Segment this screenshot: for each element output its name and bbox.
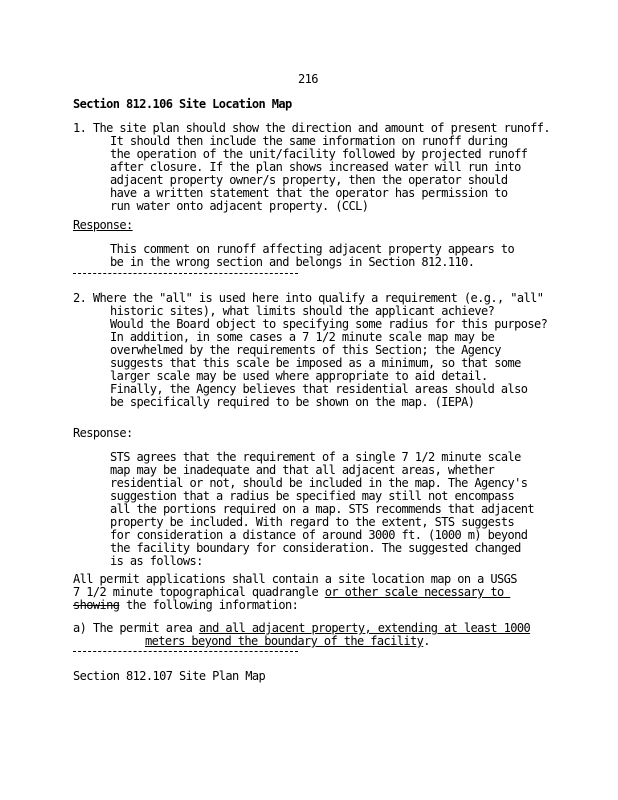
comment-2-line: In addition, in some cases a 7 1/2 minute scale map may be bbox=[110, 330, 495, 344]
proposed-text-plain: the following information: bbox=[119, 598, 299, 612]
response-1-label: Response: bbox=[73, 218, 133, 232]
comment-1-line: It should then include the same information on runoff during bbox=[110, 134, 508, 148]
item-a-suffix: . bbox=[423, 634, 430, 648]
comment-2-line: Would the Board object to specifying some radius for this purpose? bbox=[110, 317, 548, 331]
proposed-text-deletion: showing bbox=[73, 598, 120, 612]
response-2-line: suggestion that a radius be specified may still not encompass bbox=[110, 489, 515, 503]
section-heading: Section 812.106 Site Location Map bbox=[73, 97, 292, 111]
response-2-line: is as follows: bbox=[110, 554, 203, 568]
separator-rule bbox=[73, 273, 298, 274]
response-2-line: residential or not, should be included in the map. The Agency's bbox=[110, 476, 528, 490]
comment-1-line: have a written statement that the operator has permission to bbox=[110, 186, 508, 200]
next-section-heading: Section 812.107 Site Plan Map bbox=[73, 669, 266, 683]
proposed-text-line: All permit applications shall contain a site location map on a USGS bbox=[73, 572, 517, 586]
proposed-text-plain: 7 1/2 minute topographical quadrangle bbox=[73, 585, 325, 599]
comment-2-line: 2. Where the "all" is used here into qualify a requirement (e.g., "all" bbox=[73, 291, 544, 305]
item-a-insertion: meters beyond the boundary of the facility bbox=[145, 634, 424, 648]
response-2-line: the facility boundary for consideration. The suggested changed bbox=[110, 541, 521, 555]
response-1-line: This comment on runoff affecting adjacent property appears to bbox=[110, 242, 515, 256]
item-a-line bbox=[145, 635, 430, 648]
comment-1-line: the operation of the unit/facility followed by projected runoff bbox=[110, 147, 528, 161]
comment-1-line: run water onto adjacent property. (CCL) bbox=[110, 199, 369, 213]
comment-2-line: historic sites), what limits should the applicant achieve? bbox=[110, 304, 495, 318]
page-number: 216 bbox=[298, 72, 318, 86]
comment-1-line: 1. The site plan should show the direction and amount of present runoff. bbox=[73, 121, 550, 135]
response-2-line: for consideration a distance of around 3000 ft. (1000 m) beyond bbox=[110, 528, 528, 542]
comment-2-line: Finally, the Agency believes that residential areas should also bbox=[110, 382, 528, 396]
item-a-prefix: a) The permit area bbox=[73, 621, 199, 635]
response-1-line: be in the wrong section and belongs in Section 812.110. bbox=[110, 255, 475, 269]
response-2-line: map may be inadequate and that all adjacent areas, whether bbox=[110, 463, 495, 477]
item-a-insertion: and all adjacent property, extending at least 1000 bbox=[198, 621, 531, 635]
comment-1-line: adjacent property owner/s property, then the operator should bbox=[110, 173, 508, 187]
response-2-line: STS agrees that the requirement of a single 7 1/2 minute scale bbox=[110, 450, 521, 464]
separator-rule bbox=[73, 651, 298, 652]
response-2-line: all the portions required on a map. STS recommends that adjacent bbox=[110, 502, 534, 516]
comment-2-line: suggests that this scale be imposed as a minimum, so that some bbox=[110, 356, 521, 370]
proposed-text-line bbox=[73, 599, 298, 612]
response-2-label: Response: bbox=[73, 426, 133, 440]
proposed-text-insertion: or other scale necessary to bbox=[324, 585, 511, 599]
comment-1-line: after closure. If the plan shows increased water will run into bbox=[110, 160, 521, 174]
response-2-line: property be included. With regard to the extent, STS suggests bbox=[110, 515, 515, 529]
comment-2-line: overwhelmed by the requirements of this Section; the Agency bbox=[110, 343, 501, 357]
comment-2-line: be specifically required to be shown on the map. (IEPA) bbox=[110, 395, 475, 409]
comment-2-line: larger scale may be used where appropriate to aid detail. bbox=[110, 369, 488, 383]
